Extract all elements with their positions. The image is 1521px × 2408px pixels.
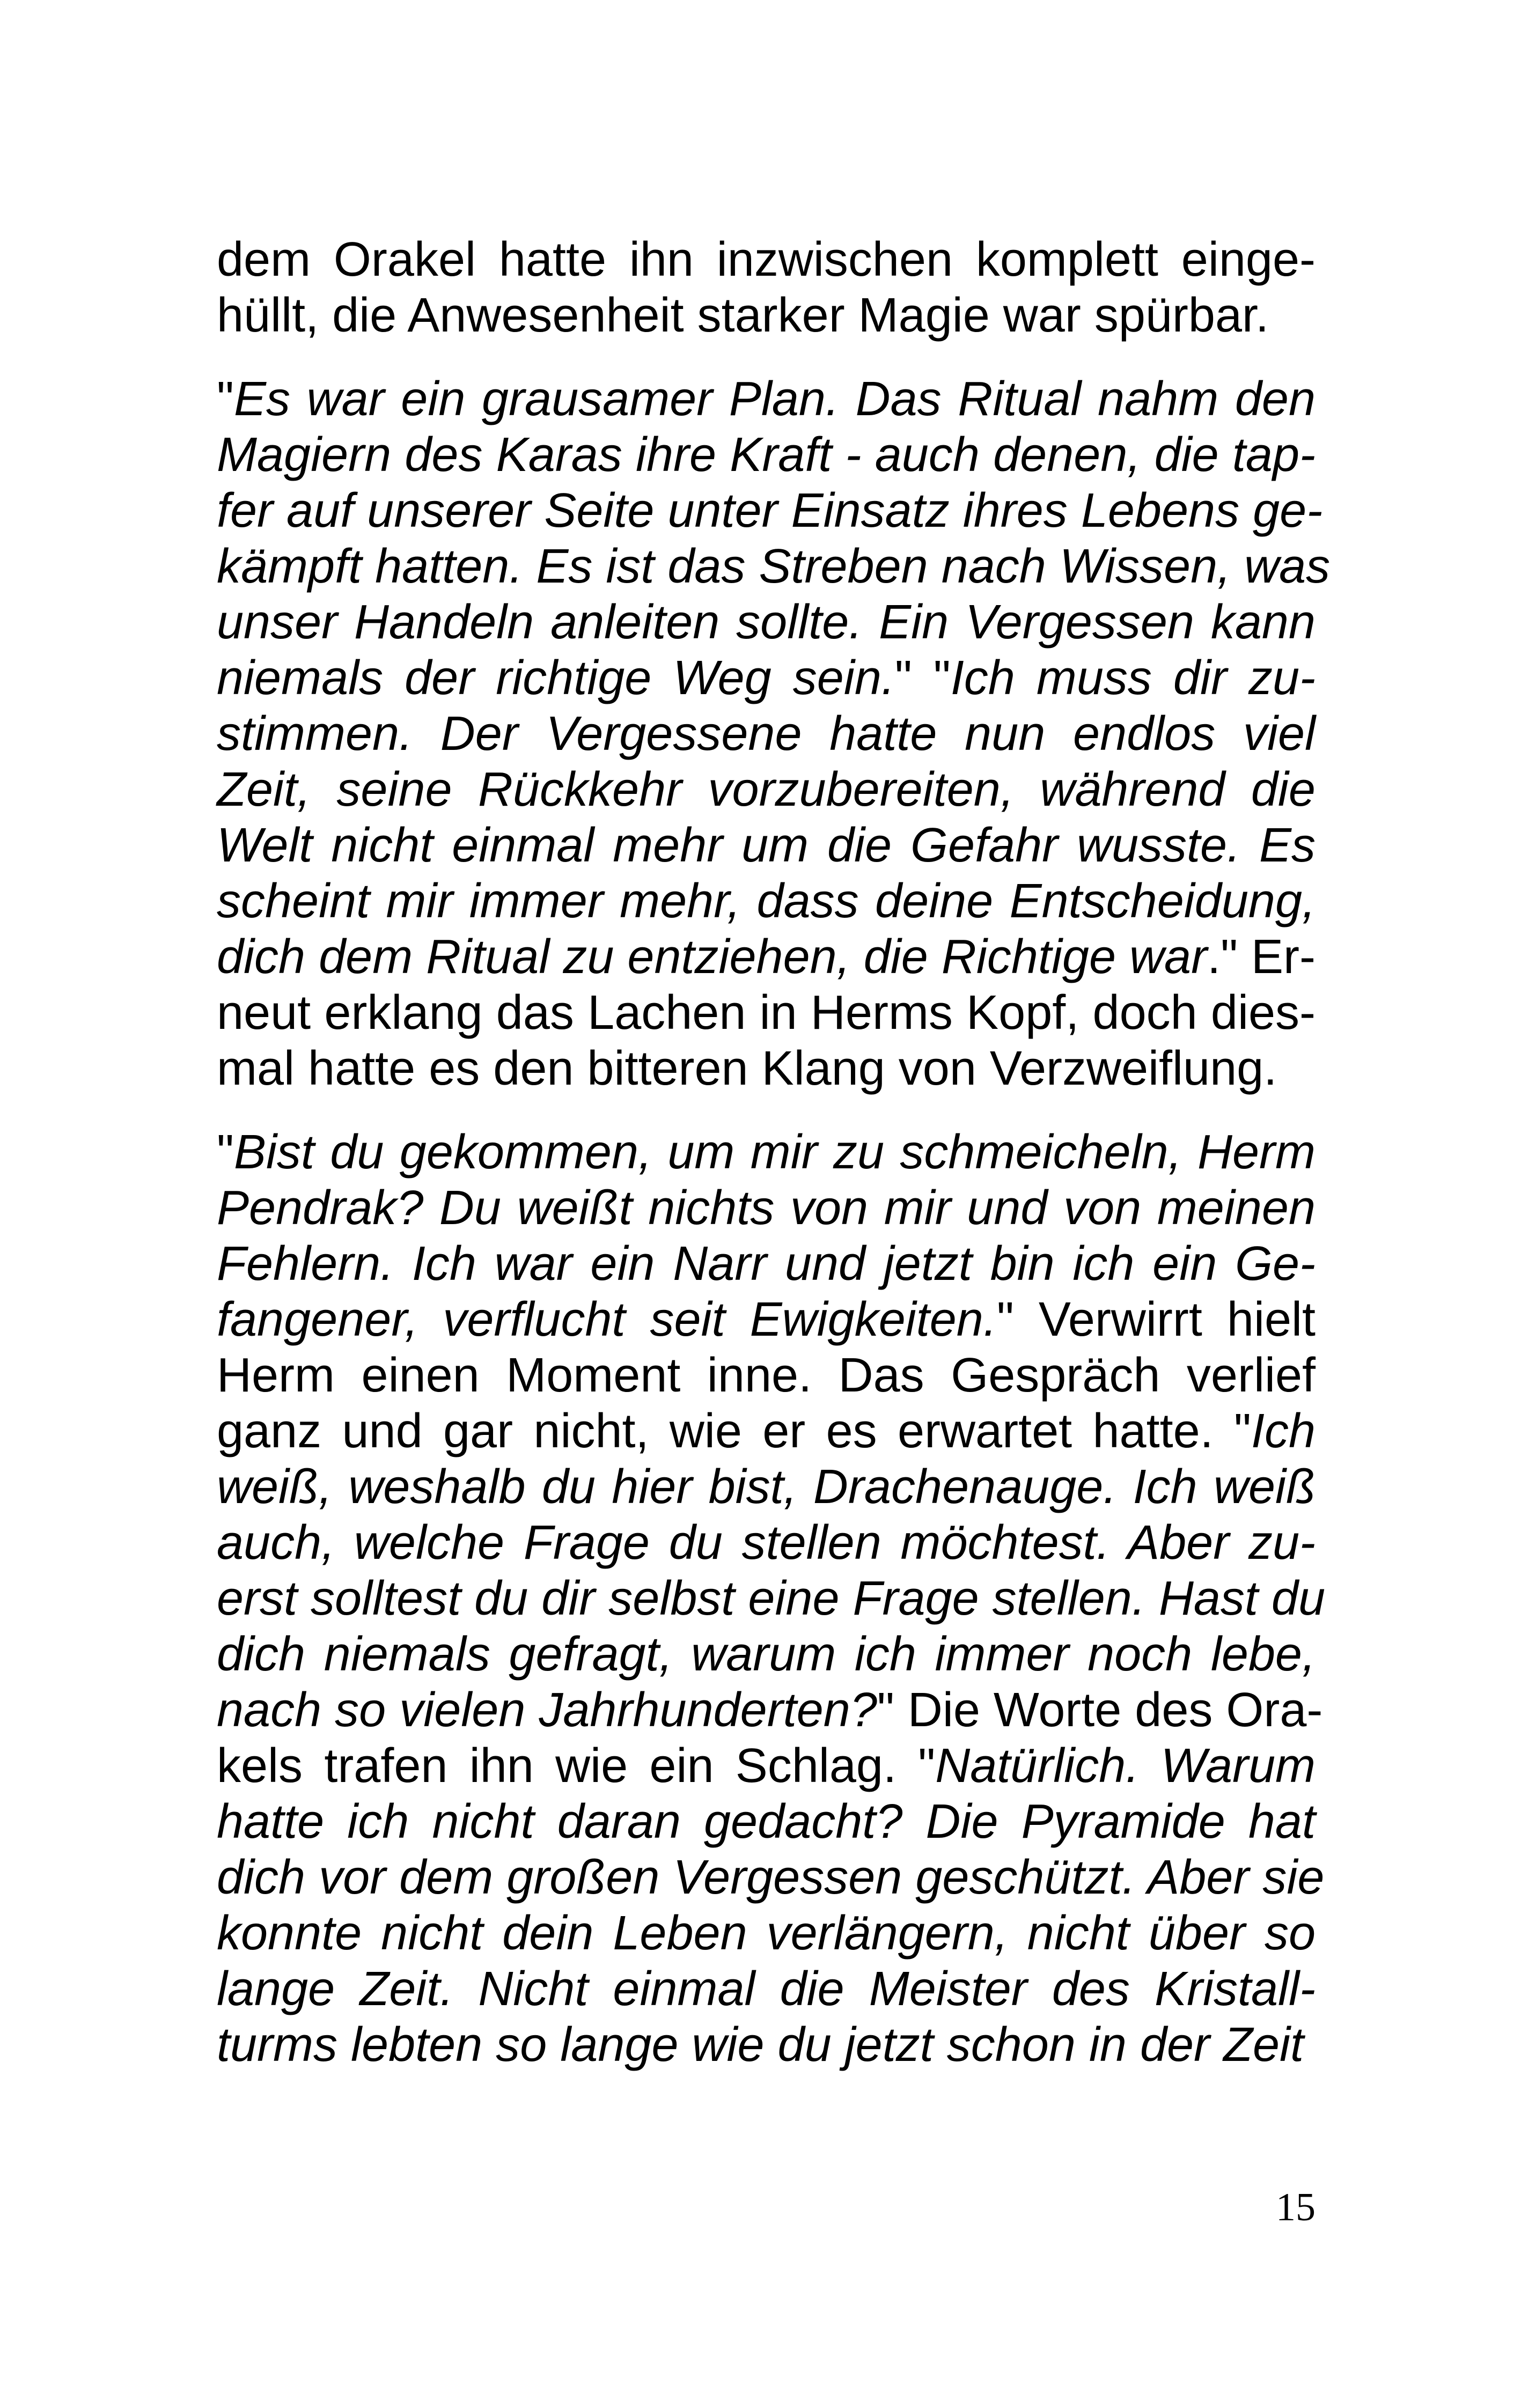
text-run: " — [217, 1125, 234, 1179]
text-line — [217, 483, 1323, 539]
text-line — [217, 1515, 1316, 1571]
italic-text: dich dem Ritual zu entziehen, die Richtige war — [217, 930, 1208, 984]
body-text — [217, 232, 1331, 2073]
italic-text: konnte nicht dein Leben verlängern, nicht über so — [217, 1906, 1316, 1960]
text-line — [217, 1459, 1316, 1515]
italic-text: Bist du gekommen, um mir zu schmeicheln, Herm — [233, 1125, 1316, 1179]
italic-text: auch, welche Frage du stellen möchtest. Aber zu- — [217, 1516, 1316, 1570]
text-run: Herm einen Moment inne. Das Gespräch verlief — [217, 1349, 1316, 1402]
text-line — [217, 1292, 1316, 1347]
text-line — [217, 1124, 1316, 1180]
text-line — [217, 1236, 1316, 1292]
italic-text: Zeit, seine Rückkehr vorzubereiten, während die — [217, 763, 1316, 816]
text-line — [217, 371, 1316, 427]
text-line — [217, 1961, 1316, 2017]
text-run: ganz und gar nicht, wie er es erwartet hatte. " — [217, 1404, 1251, 1458]
italic-text: stimmen. Der Vergessene hatte nun endlos viel — [217, 707, 1316, 761]
paragraph — [217, 1124, 1326, 2073]
paragraph-gap — [217, 1096, 1316, 1124]
text-run: dem Orakel hatte ihn inzwischen komplett einge- — [217, 233, 1316, 286]
text-run: " " — [894, 651, 951, 705]
italic-text: kämpft hatten. Es ist das Streben nach Wissen, was — [217, 540, 1331, 593]
italic-text: Fehlern. Ich war ein Narr und jetzt bin ich ein Ge- — [217, 1237, 1316, 1291]
text-run: " Die Worte des Ora- — [877, 1683, 1323, 1737]
italic-text: Natürlich. Warum — [935, 1739, 1316, 1793]
text-line — [217, 1738, 1316, 1794]
text-line — [217, 818, 1316, 873]
text-line — [217, 1403, 1316, 1459]
text-run: kels trafen ihn wie ein Schlag. " — [217, 1739, 936, 1793]
text-line — [217, 650, 1316, 706]
italic-text: Ich muss dir zu- — [950, 651, 1316, 705]
text-line — [217, 706, 1316, 762]
text-run: neut erklang das Lachen in Herms Kopf, doch dies- — [217, 986, 1316, 1040]
text-run: " Verwirrt hielt — [996, 1293, 1316, 1346]
text-line — [217, 1682, 1323, 1738]
paragraph — [217, 232, 1316, 343]
paragraph-gap — [217, 343, 1316, 371]
italic-text: niemals der richtige Weg sein. — [217, 651, 895, 705]
italic-text: Es war ein grausamer Plan. Das Ritual nahm den — [233, 372, 1316, 426]
text-line — [217, 594, 1316, 650]
text-line — [217, 539, 1331, 594]
italic-text: lange Zeit. Nicht einmal die Meister des Kristall- — [217, 1962, 1316, 2016]
paragraph — [217, 371, 1331, 1096]
text-line — [217, 873, 1316, 929]
italic-text: turms lebten so lange wie du jetzt schon in der Zeit — [217, 2018, 1304, 2072]
text-line — [217, 2017, 1316, 2073]
italic-text: dich niemals gefragt, warum ich immer noch lebe, — [217, 1628, 1316, 1681]
page-number: 15 — [1276, 2185, 1316, 2229]
text-line — [217, 762, 1316, 818]
text-line — [217, 1180, 1316, 1236]
italic-text: nach so vielen Jahrhunderten? — [217, 1683, 877, 1737]
text-line — [217, 1905, 1316, 1961]
text-run: ." Er- — [1207, 930, 1316, 984]
italic-text: erst solltest du dir selbst eine Frage stellen. Hast du — [217, 1572, 1326, 1625]
italic-text: fangener, verflucht seit Ewigkeiten. — [217, 1293, 997, 1346]
italic-text: dich vor dem großen Vergessen geschützt. Aber sie — [217, 1851, 1325, 1904]
text-line — [217, 1347, 1316, 1403]
italic-text: scheint mir immer mehr, dass deine Entscheidung, — [217, 874, 1316, 928]
italic-text: hatte ich nicht daran gedacht? Die Pyramide hat — [217, 1795, 1316, 1849]
italic-text: Magiern des Karas ihre Kraft - auch denen, die tap- — [217, 428, 1316, 482]
italic-text: Pendrak? Du weißt nichts von mir und von meinen — [217, 1181, 1316, 1235]
text-run: hüllt, die Anwesenheit starker Magie war spürbar. — [217, 289, 1269, 342]
text-line — [217, 1571, 1326, 1626]
text-line — [217, 929, 1316, 985]
italic-text: fer auf unserer Seite unter Einsatz ihres Lebens ge- — [217, 484, 1323, 537]
text-line — [217, 232, 1316, 288]
italic-text: unser Handeln anleiten sollte. Ein Vergessen kann — [217, 595, 1316, 649]
text-line — [217, 985, 1316, 1041]
text-line — [217, 1850, 1325, 1905]
text-line — [217, 427, 1316, 483]
text-run: " — [217, 372, 234, 426]
italic-text: weiß, weshalb du hier bist, Drachenauge. Ich weiß — [217, 1460, 1316, 1514]
text-line — [217, 288, 1316, 343]
text-line — [217, 1041, 1316, 1096]
text-run: mal hatte es den bitteren Klang von Verzweiflung. — [217, 1042, 1277, 1095]
italic-text: Ich — [1251, 1404, 1316, 1458]
text-line — [217, 1794, 1316, 1850]
italic-text: Welt nicht einmal mehr um die Gefahr wusste. Es — [217, 819, 1316, 872]
text-line — [217, 1626, 1316, 1682]
